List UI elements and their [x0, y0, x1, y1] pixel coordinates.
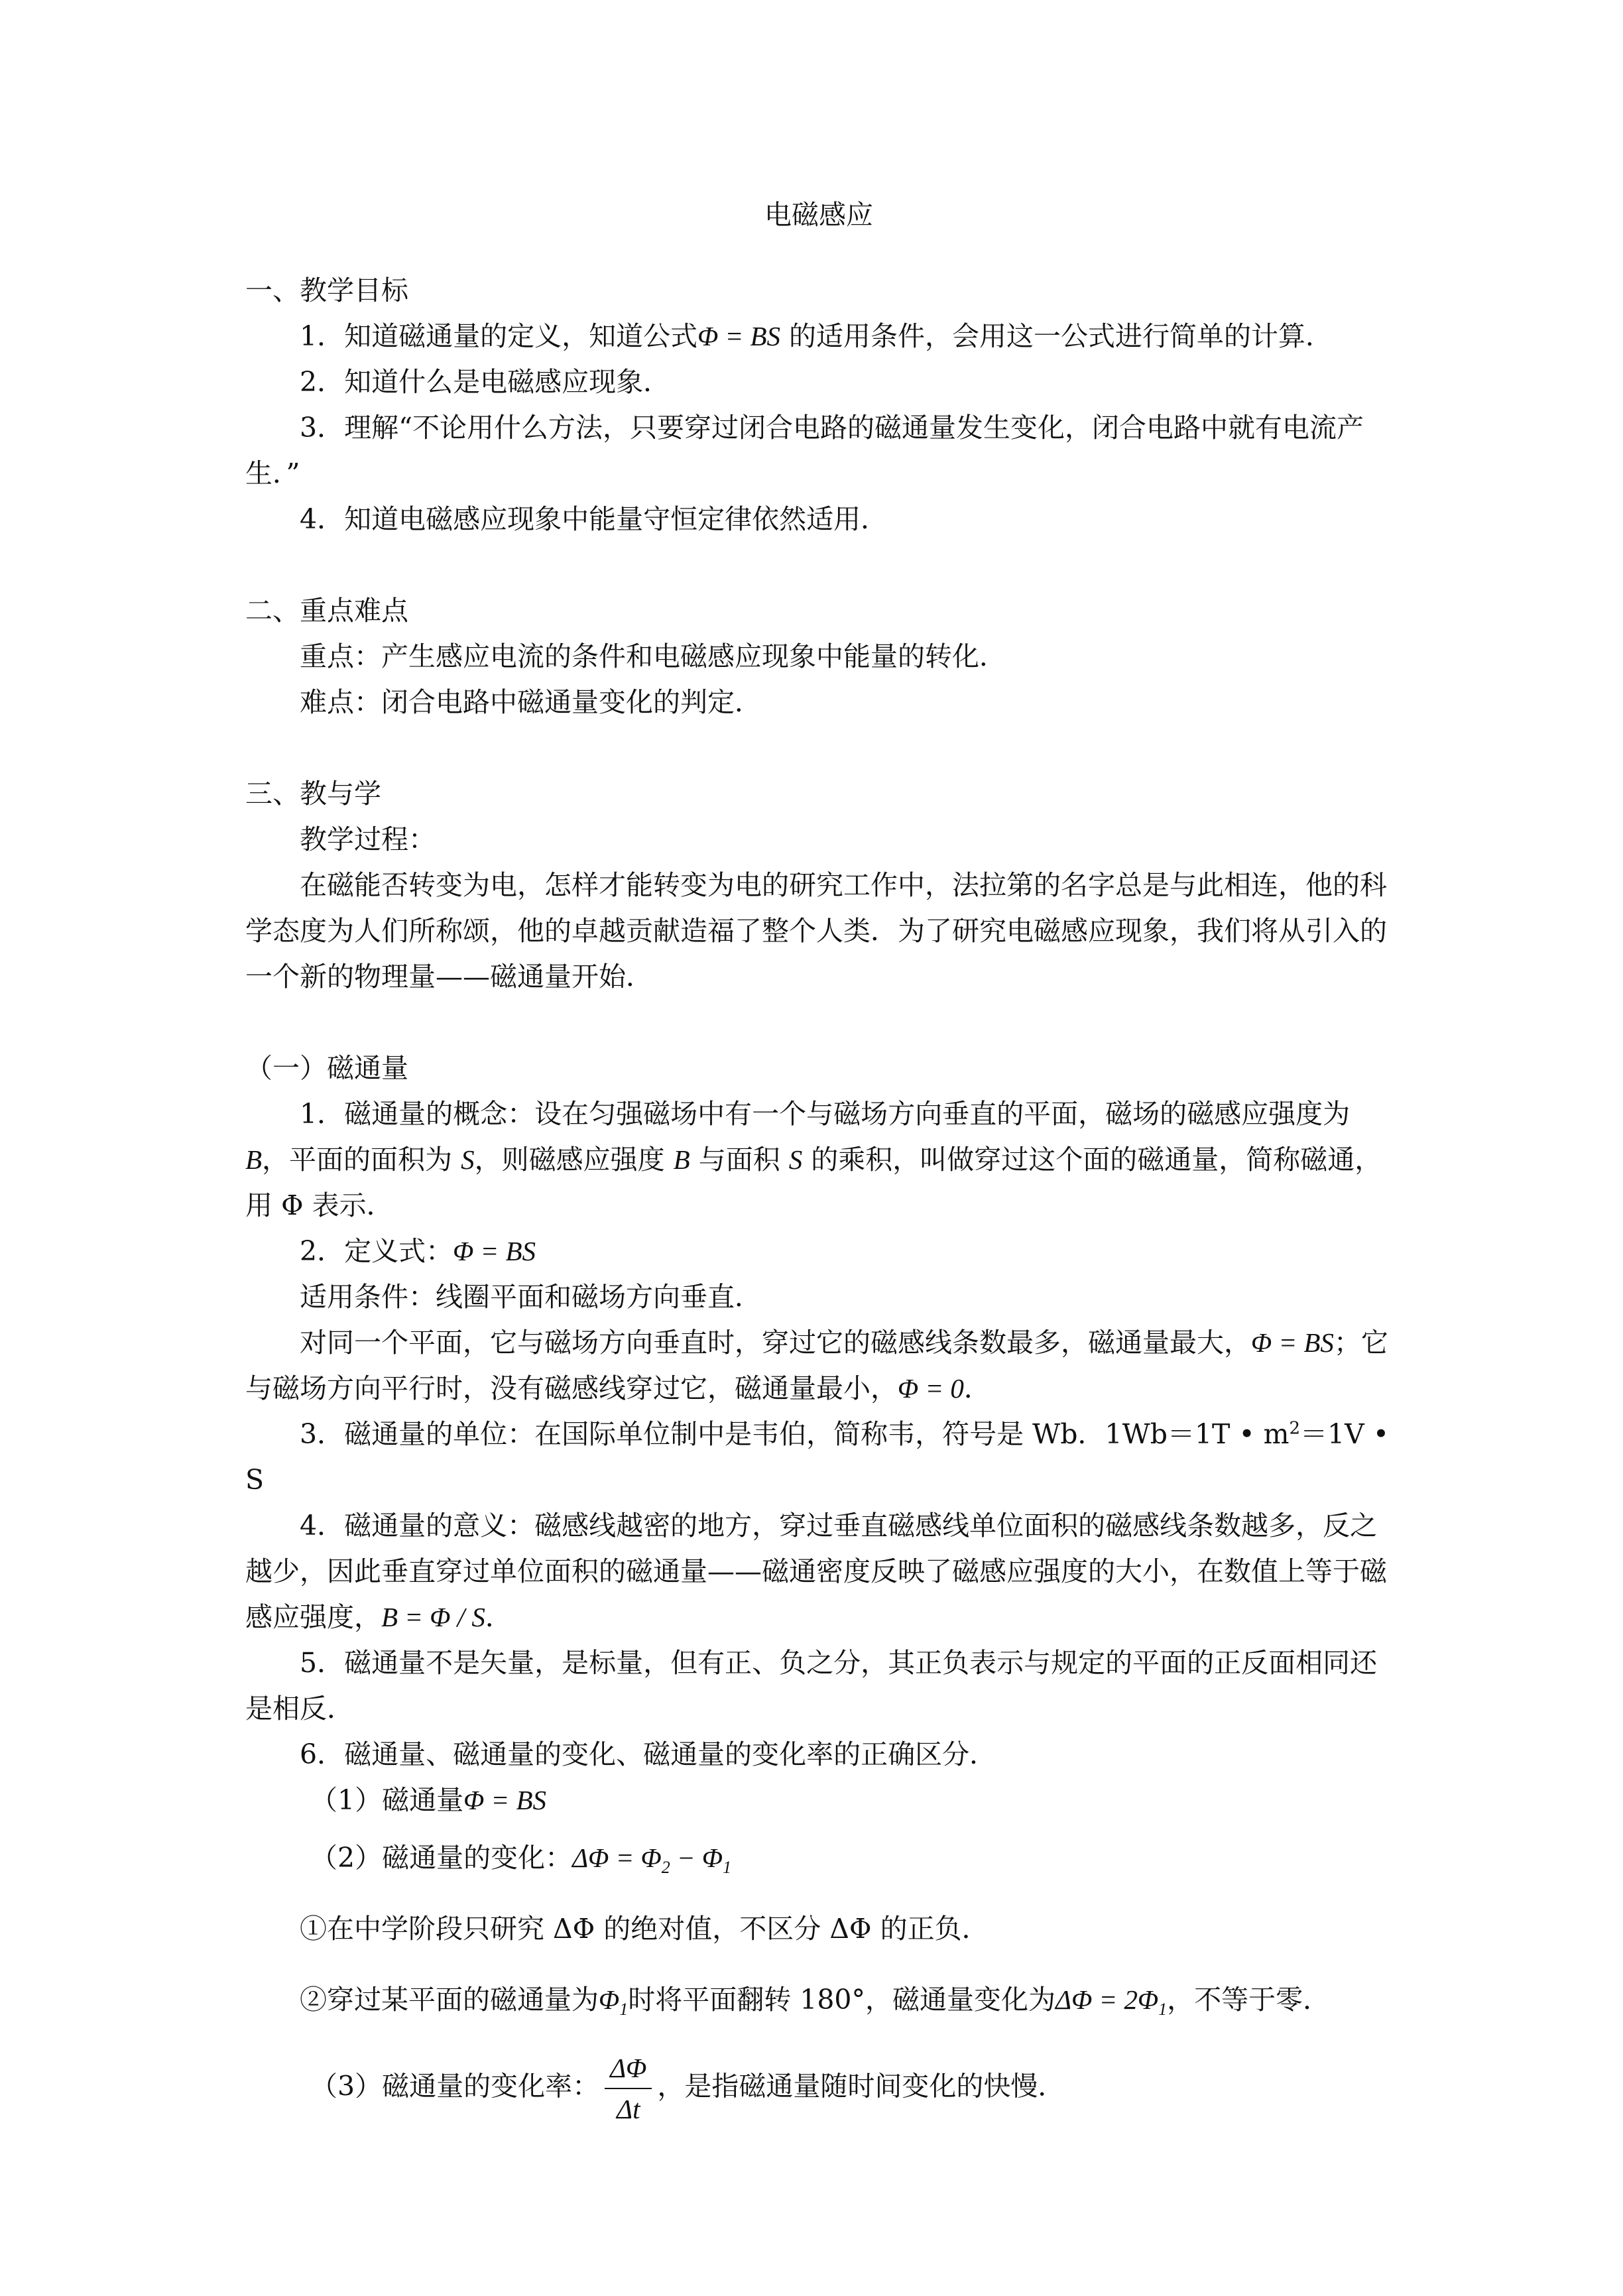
section-heading-objectives: 一、教学目标: [245, 274, 408, 306]
flux-concept-paragraph: 1．磁通量的概念：设在匀强磁场中有一个与磁场方向垂直的平面，磁场的磁感应强度为 B，平面的面积为 S，则磁感应强度 B 与面积 S 的乘积，叫做穿过这个面的磁通量，简称磁通，用 Φ 表示．: [245, 1098, 1382, 1221]
teaching-process-label: 教学过程：: [300, 823, 436, 855]
flux-item-2: （2）磁通量的变化：$\Delta\Phi = \Phi_2 - \Phi_1$: [310, 1842, 732, 1878]
flux-item-3: （3）磁通量的变化率： $\frac{\Delta\Phi}{\Delta t}$ ，是指磁通量随时间变化的快慢．: [245, 2048, 1392, 2129]
flux-same-plane-paragraph: 对同一个平面，它与磁场方向垂直时，穿过它的磁感线条数最多，磁通量最大，Φ = BS；它与磁场方向平行时，没有磁感线穿过它，磁通量最小，Φ = 0．: [245, 1327, 1388, 1404]
flux-definition: 2．定义式：Φ = BS: [300, 1235, 536, 1267]
page-title: 电磁感应: [764, 199, 873, 231]
section-heading-teaching: 三、教与学: [245, 778, 381, 810]
objective-3: 3．理解“不论用什么方法，只要穿过闭合电路的磁通量发生变化，闭合电路中就有电流产生．”: [245, 412, 1364, 489]
document-page: [245, 192, 1392, 2129]
flux-item-1: （1）磁通量Φ = BS: [310, 1784, 547, 1816]
flux-unit-paragraph: 3．磁通量的单位：在国际单位制中是韦伯，简称韦，符号是 Wb．1Wb＝1T • $m^2=1V$ • S: [245, 1418, 1390, 1496]
subsection-heading-flux: （一）磁通量: [245, 1052, 408, 1084]
objective-4: 4．知道电磁感应现象中能量守恒定律依然适用．: [300, 503, 888, 535]
key-point: 重点：产生感应电流的条件和电磁感应现象中能量的转化．: [300, 640, 1006, 672]
flux-meaning-paragraph: 4．磁通量的意义：磁感线越密的地方，穿过垂直磁感线单位面积的磁感线条数越多，反之越少，因此垂直穿过单位面积的磁通量——磁通密度反映了磁感应强度的大小，在数值上等于磁感应强度，B = Φ / S．: [245, 1510, 1387, 1633]
flux-note-1: ①在中学阶段只研究 ΔΦ 的绝对值，不区分 ΔΦ 的正负．: [300, 1913, 989, 1945]
flux-scalar-paragraph: 5．磁通量不是矢量，是标量，但有正、负之分，其正负表示与规定的平面的正反面相同还是相反．: [245, 1647, 1378, 1724]
formula-phi-bs: Φ = BS: [697, 321, 781, 351]
objective-2: 2．知道什么是电磁感应现象．: [300, 366, 671, 398]
difficult-point: 难点：闭合电路中磁通量变化的判定．: [300, 686, 762, 718]
fraction-dphi-dt: $\frac{\Delta\Phi}{\Delta t}$: [605, 2048, 652, 2129]
teaching-intro-paragraph: 在磁能否转变为电，怎样才能转变为电的研究工作中，法拉第的名字总是与此相连，他的科学态度为人们所称颂，他的卓越贡献造福了整个人类．为了研究电磁感应现象，我们将从引入的一个新的物理量——磁通量开始．: [245, 869, 1387, 993]
flux-distinction-paragraph: 6．磁通量、磁通量的变化、磁通量的变化率的正确区分．: [300, 1738, 997, 1770]
flux-note-2: ②穿过某平面的磁通量为$\Phi_1$时将平面翻转 180°，磁通量变化为$\Delta\Phi = 2\Phi_1$，不等于零．: [300, 1984, 1331, 2020]
flux-condition: 适用条件：线圈平面和磁场方向垂直．: [300, 1281, 762, 1313]
objective-1: 1．知道磁通量的定义，知道公式Φ = BS 的适用条件，会用这一公式进行简单的计算．: [300, 320, 1333, 352]
section-heading-key-points: 二、重点难点: [245, 595, 408, 627]
